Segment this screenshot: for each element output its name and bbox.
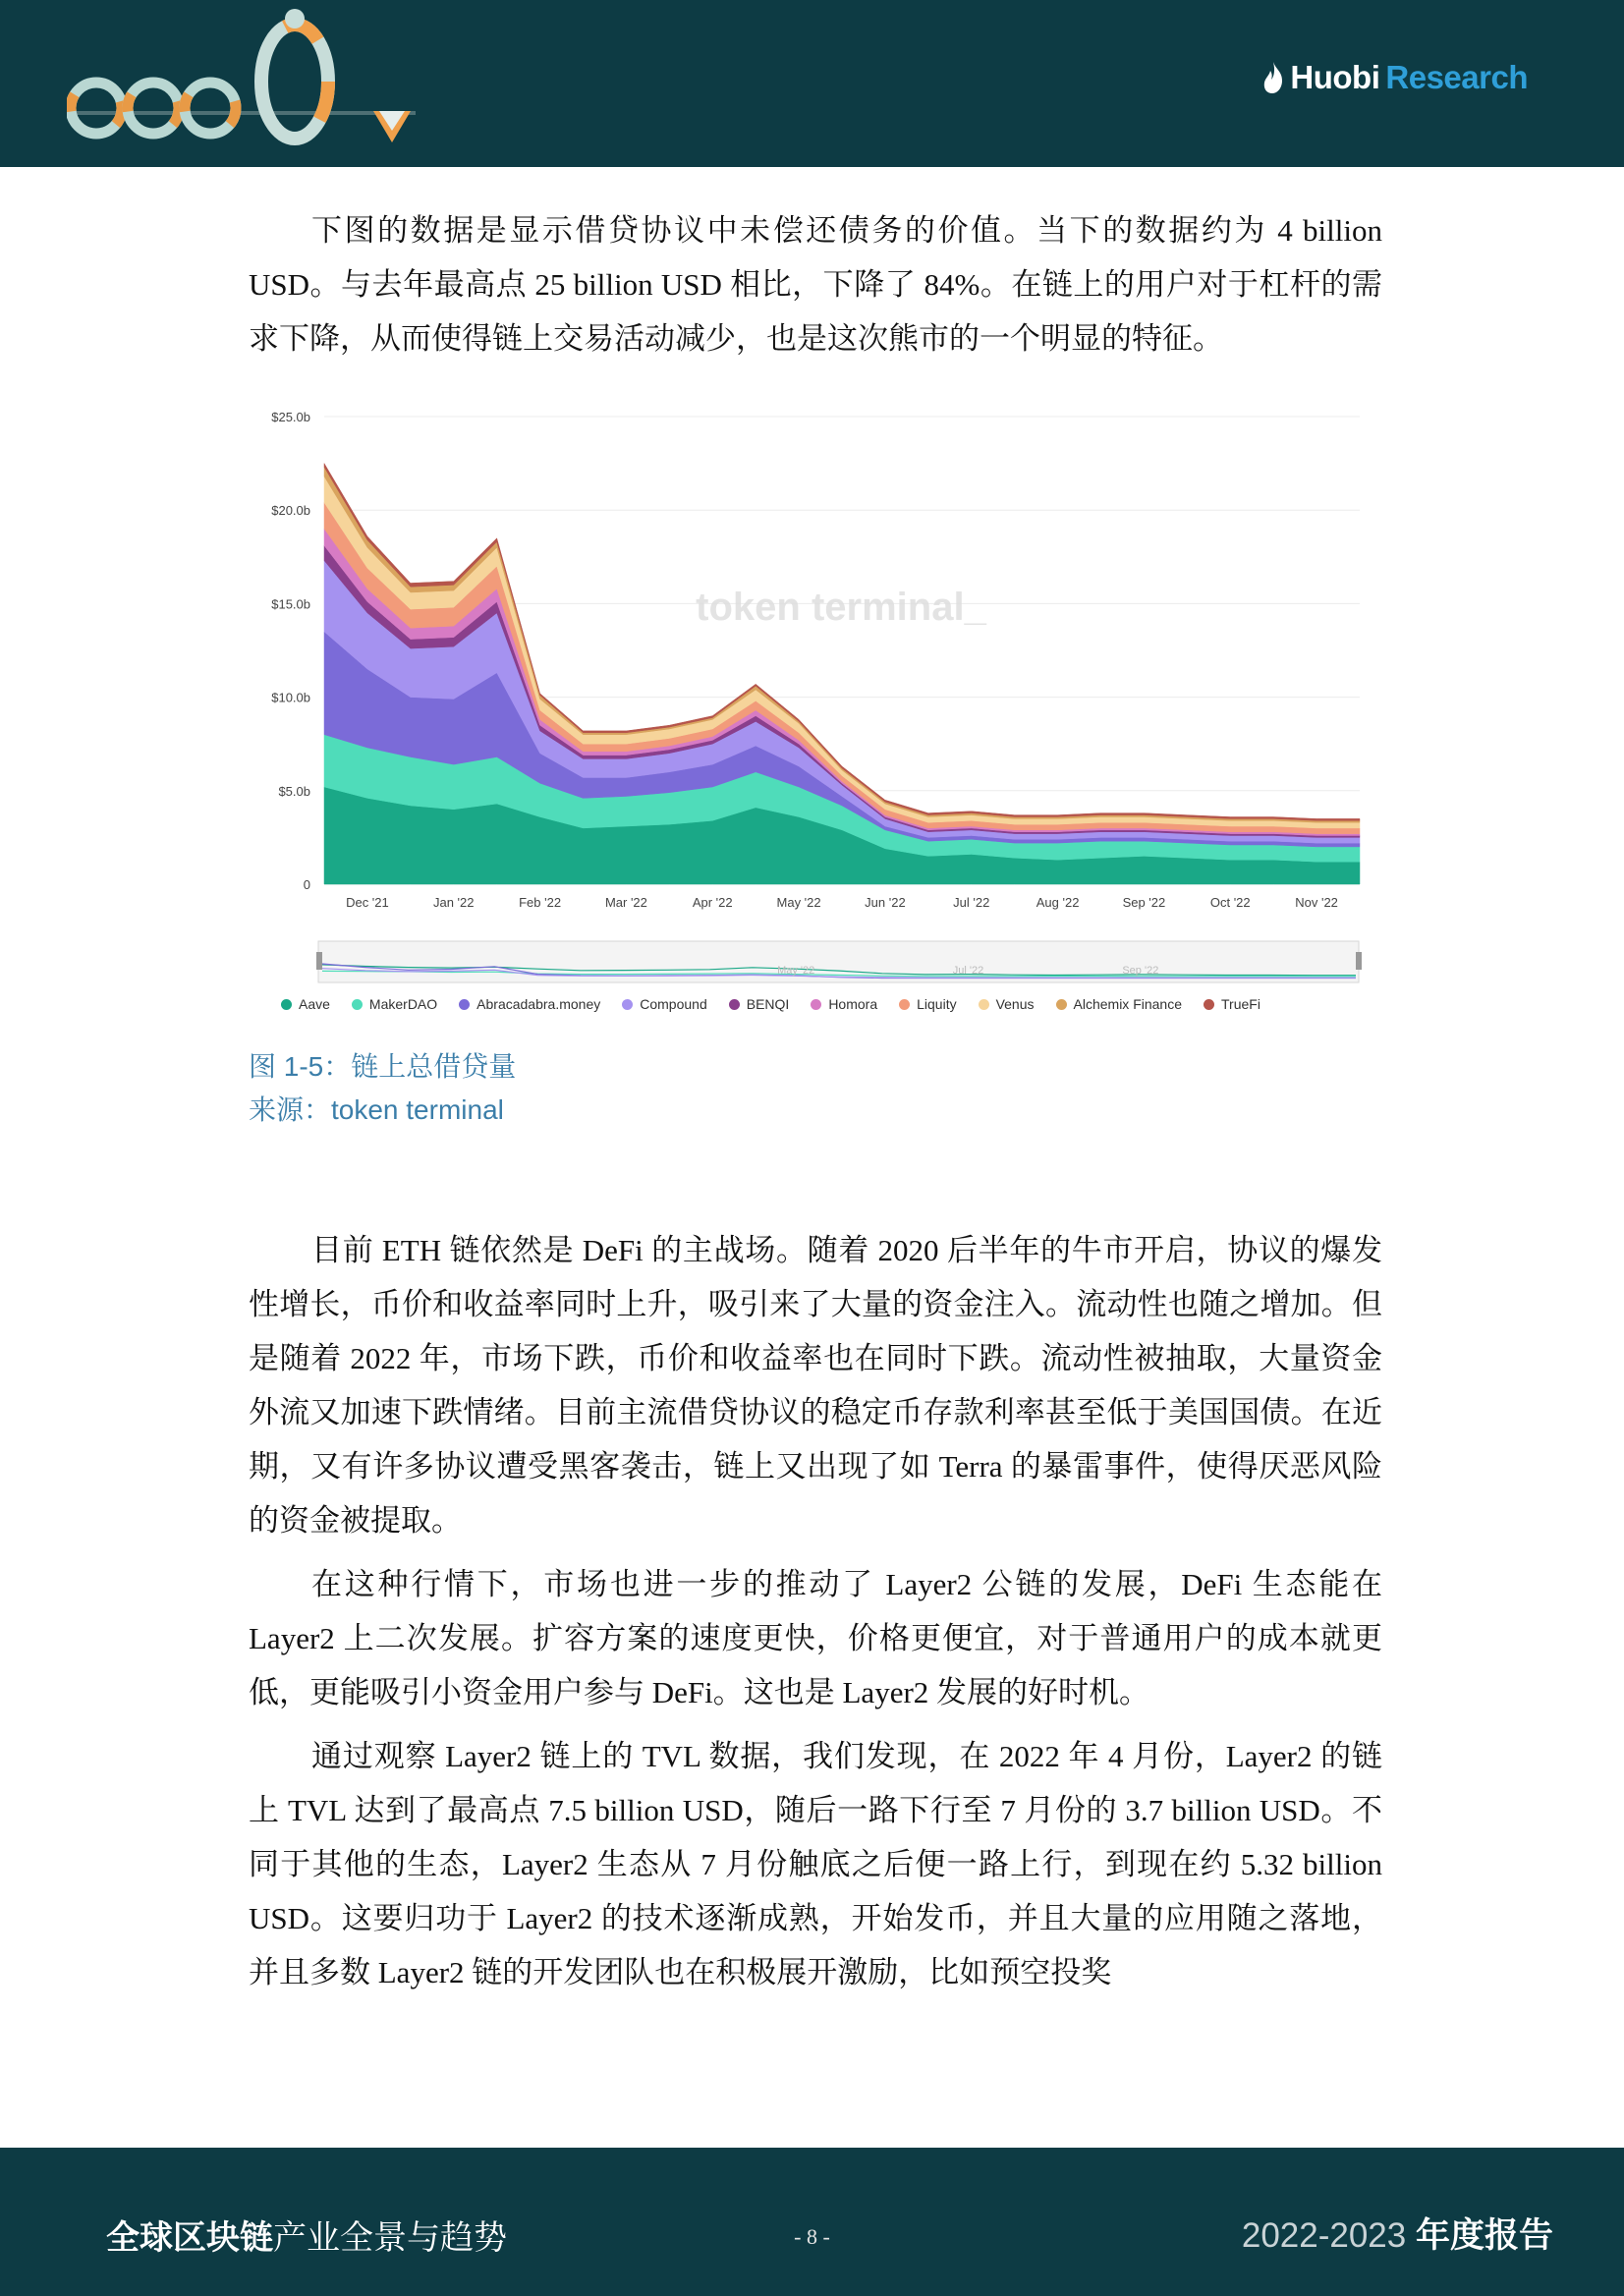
chart-navigator[interactable] — [316, 941, 1362, 982]
legend-label: Venus — [995, 996, 1035, 1012]
brand-research: Research — [1385, 59, 1528, 95]
y-tick-label: $5.0b — [278, 783, 310, 799]
y-tick-label: 0 — [303, 877, 310, 892]
y-tick-label: $15.0b — [271, 596, 310, 612]
legend-dot-icon — [729, 999, 740, 1010]
caption-source: 来源：token terminal — [249, 1094, 504, 1125]
paragraph-2: 目前 ETH 链依然是 DeFi 的主战场。随着 2020 后半年的牛市开启，协议的爆发性增长，币价和收益率同时上升，吸引来了大量的资金注入。流动性也随之增加。但是随着 2022 年，市场下跌，币价和收益率也在同时下跌。流动性被抽取，大量资金外流又加速下跌情绪。目前主流借贷协议的稳定币存款利率甚至低于美国国债。在近期，又有许多协议遭受黑客袭击，链上又出现了如 Terra 的暴雷事件，使得厌恶风险的资金被提取。 — [249, 1233, 1382, 1538]
x-tick-label: Feb '22 — [519, 895, 562, 910]
legend-label: Liquity — [917, 996, 957, 1012]
y-tick-label: $10.0b — [271, 690, 310, 705]
x-tick-label: Jun '22 — [865, 895, 906, 910]
legend-item[interactable] — [1204, 996, 1260, 1012]
x-tick-label: Nov '22 — [1295, 895, 1338, 910]
legend-dot-icon — [899, 999, 910, 1010]
legend-item[interactable] — [979, 996, 1035, 1012]
page-number: - 8 - — [794, 2224, 830, 2249]
legend-label: Abracadabra.money — [476, 996, 601, 1012]
legend-dot-icon — [979, 999, 989, 1010]
chart-watermark: token terminal_ — [696, 586, 986, 629]
footer-report-year — [1242, 2209, 1553, 2258]
navigator-right-handle[interactable] — [1356, 952, 1362, 970]
footer-title: 年度报告 — [1415, 2216, 1553, 2255]
legend-item[interactable] — [1056, 996, 1183, 1012]
x-tick-label: Apr '22 — [692, 895, 733, 910]
x-tick-label: Jul '22 — [953, 895, 990, 910]
y-tick-label: $20.0b — [271, 503, 310, 519]
legend-label: BENQI — [746, 996, 790, 1012]
chart-legend — [281, 996, 1260, 1012]
legend-label: Compound — [640, 996, 707, 1012]
x-tick-label: Dec '21 — [346, 895, 389, 910]
footer-year: 2022-2023 — [1241, 2216, 1407, 2255]
x-tick-label: Oct '22 — [1209, 895, 1251, 910]
flame-icon — [1262, 62, 1284, 93]
legend-dot-icon — [1204, 999, 1214, 1010]
navigator-label: Jul '22 — [952, 965, 984, 977]
page-footer — [0, 2148, 1624, 2296]
paragraph-1: 下图的数据是显示借贷协议中未偿还债务的价值。当下的数据约为 4 billion USD。与去年最高点 25 billion USD 相比，下降了 84%。在链上的用户对于杠杆的需求下降，从而使得链上交易活动减少，也是这次熊市的一个明显的特征。 — [249, 213, 1382, 356]
body-section — [249, 1223, 1382, 1999]
footer-left-bold: 全球区块链 — [106, 2219, 273, 2257]
x-tick-label: Sep '22 — [1122, 895, 1166, 910]
x-tick-label: Mar '22 — [604, 895, 647, 910]
navigator-label: May '22 — [777, 965, 815, 977]
legend-label: MakerDAO — [368, 996, 438, 1012]
legend-label: Homora — [828, 996, 878, 1012]
legend-label: Aave — [299, 996, 330, 1012]
stacked-area-chart — [263, 405, 1373, 994]
page-header — [0, 0, 1624, 167]
legend-label: Alchemix Finance — [1073, 996, 1183, 1012]
navigator-label: Sep '22 — [1122, 965, 1159, 977]
x-tick-label: Aug '22 — [1036, 895, 1080, 910]
legend-dot-icon — [1056, 999, 1067, 1010]
brand-huobi: Huobi — [1290, 59, 1380, 95]
legend-dot-icon — [811, 999, 821, 1010]
legend-item[interactable] — [622, 996, 707, 1012]
legend-dot-icon — [281, 999, 292, 1010]
huobi-research-logo — [1262, 59, 1528, 96]
legend-item[interactable] — [352, 996, 437, 1012]
legend-dot-icon — [352, 999, 363, 1010]
legend-item[interactable] — [729, 996, 790, 1012]
x-tick-label: Jan '22 — [432, 895, 475, 910]
legend-item[interactable] — [281, 996, 330, 1012]
y-tick-label: $25.0b — [271, 410, 310, 424]
paragraph-4: 通过观察 Layer2 链上的 TVL 数据，我们发现，在 2022 年 4 月份，Layer2 的链上 TVL 达到了最高点 7.5 billion USD，随后一路下行至 7 月份的 3.7 billion USD。不同于其他的生态，Layer2 生态从 7 月份触底之后便一路上行，到现在约 5.32 billion USD。这要归功于 Layer2 的技术逐渐成熟，开始发币，并且大量的应用随之落地，并且多数 Layer2 链的开发团队也在积极展开激励，比如预空投奖 — [249, 1739, 1382, 1989]
legend-item[interactable] — [459, 996, 600, 1012]
footer-left-light: 产业全景与趋势 — [273, 2219, 507, 2257]
borrow-chart — [263, 405, 1373, 999]
legend-item[interactable] — [899, 996, 956, 1012]
legend-label: TrueFi — [1221, 996, 1260, 1012]
legend-dot-icon — [459, 999, 470, 1010]
intro-section — [249, 203, 1382, 365]
legend-item[interactable] — [811, 996, 877, 1012]
x-tick-label: May '22 — [776, 895, 821, 910]
figure-caption — [249, 1045, 1382, 1132]
legend-dot-icon — [622, 999, 633, 1010]
navigator-left-handle[interactable] — [316, 952, 322, 970]
rings-illustration-icon — [67, 5, 430, 152]
paragraph-3: 在这种行情下，市场也进一步的推动了 Layer2 公链的发展，DeFi 生态能在 Layer2 上二次发展。扩容方案的速度更快，价格更便宜，对于普通用户的成本就更低，更能吸引小资金用户参与 DeFi。这也是 Layer2 发展的好时机。 — [249, 1567, 1382, 1709]
caption-title: 图 1-5：链上总借贷量 — [249, 1051, 517, 1082]
